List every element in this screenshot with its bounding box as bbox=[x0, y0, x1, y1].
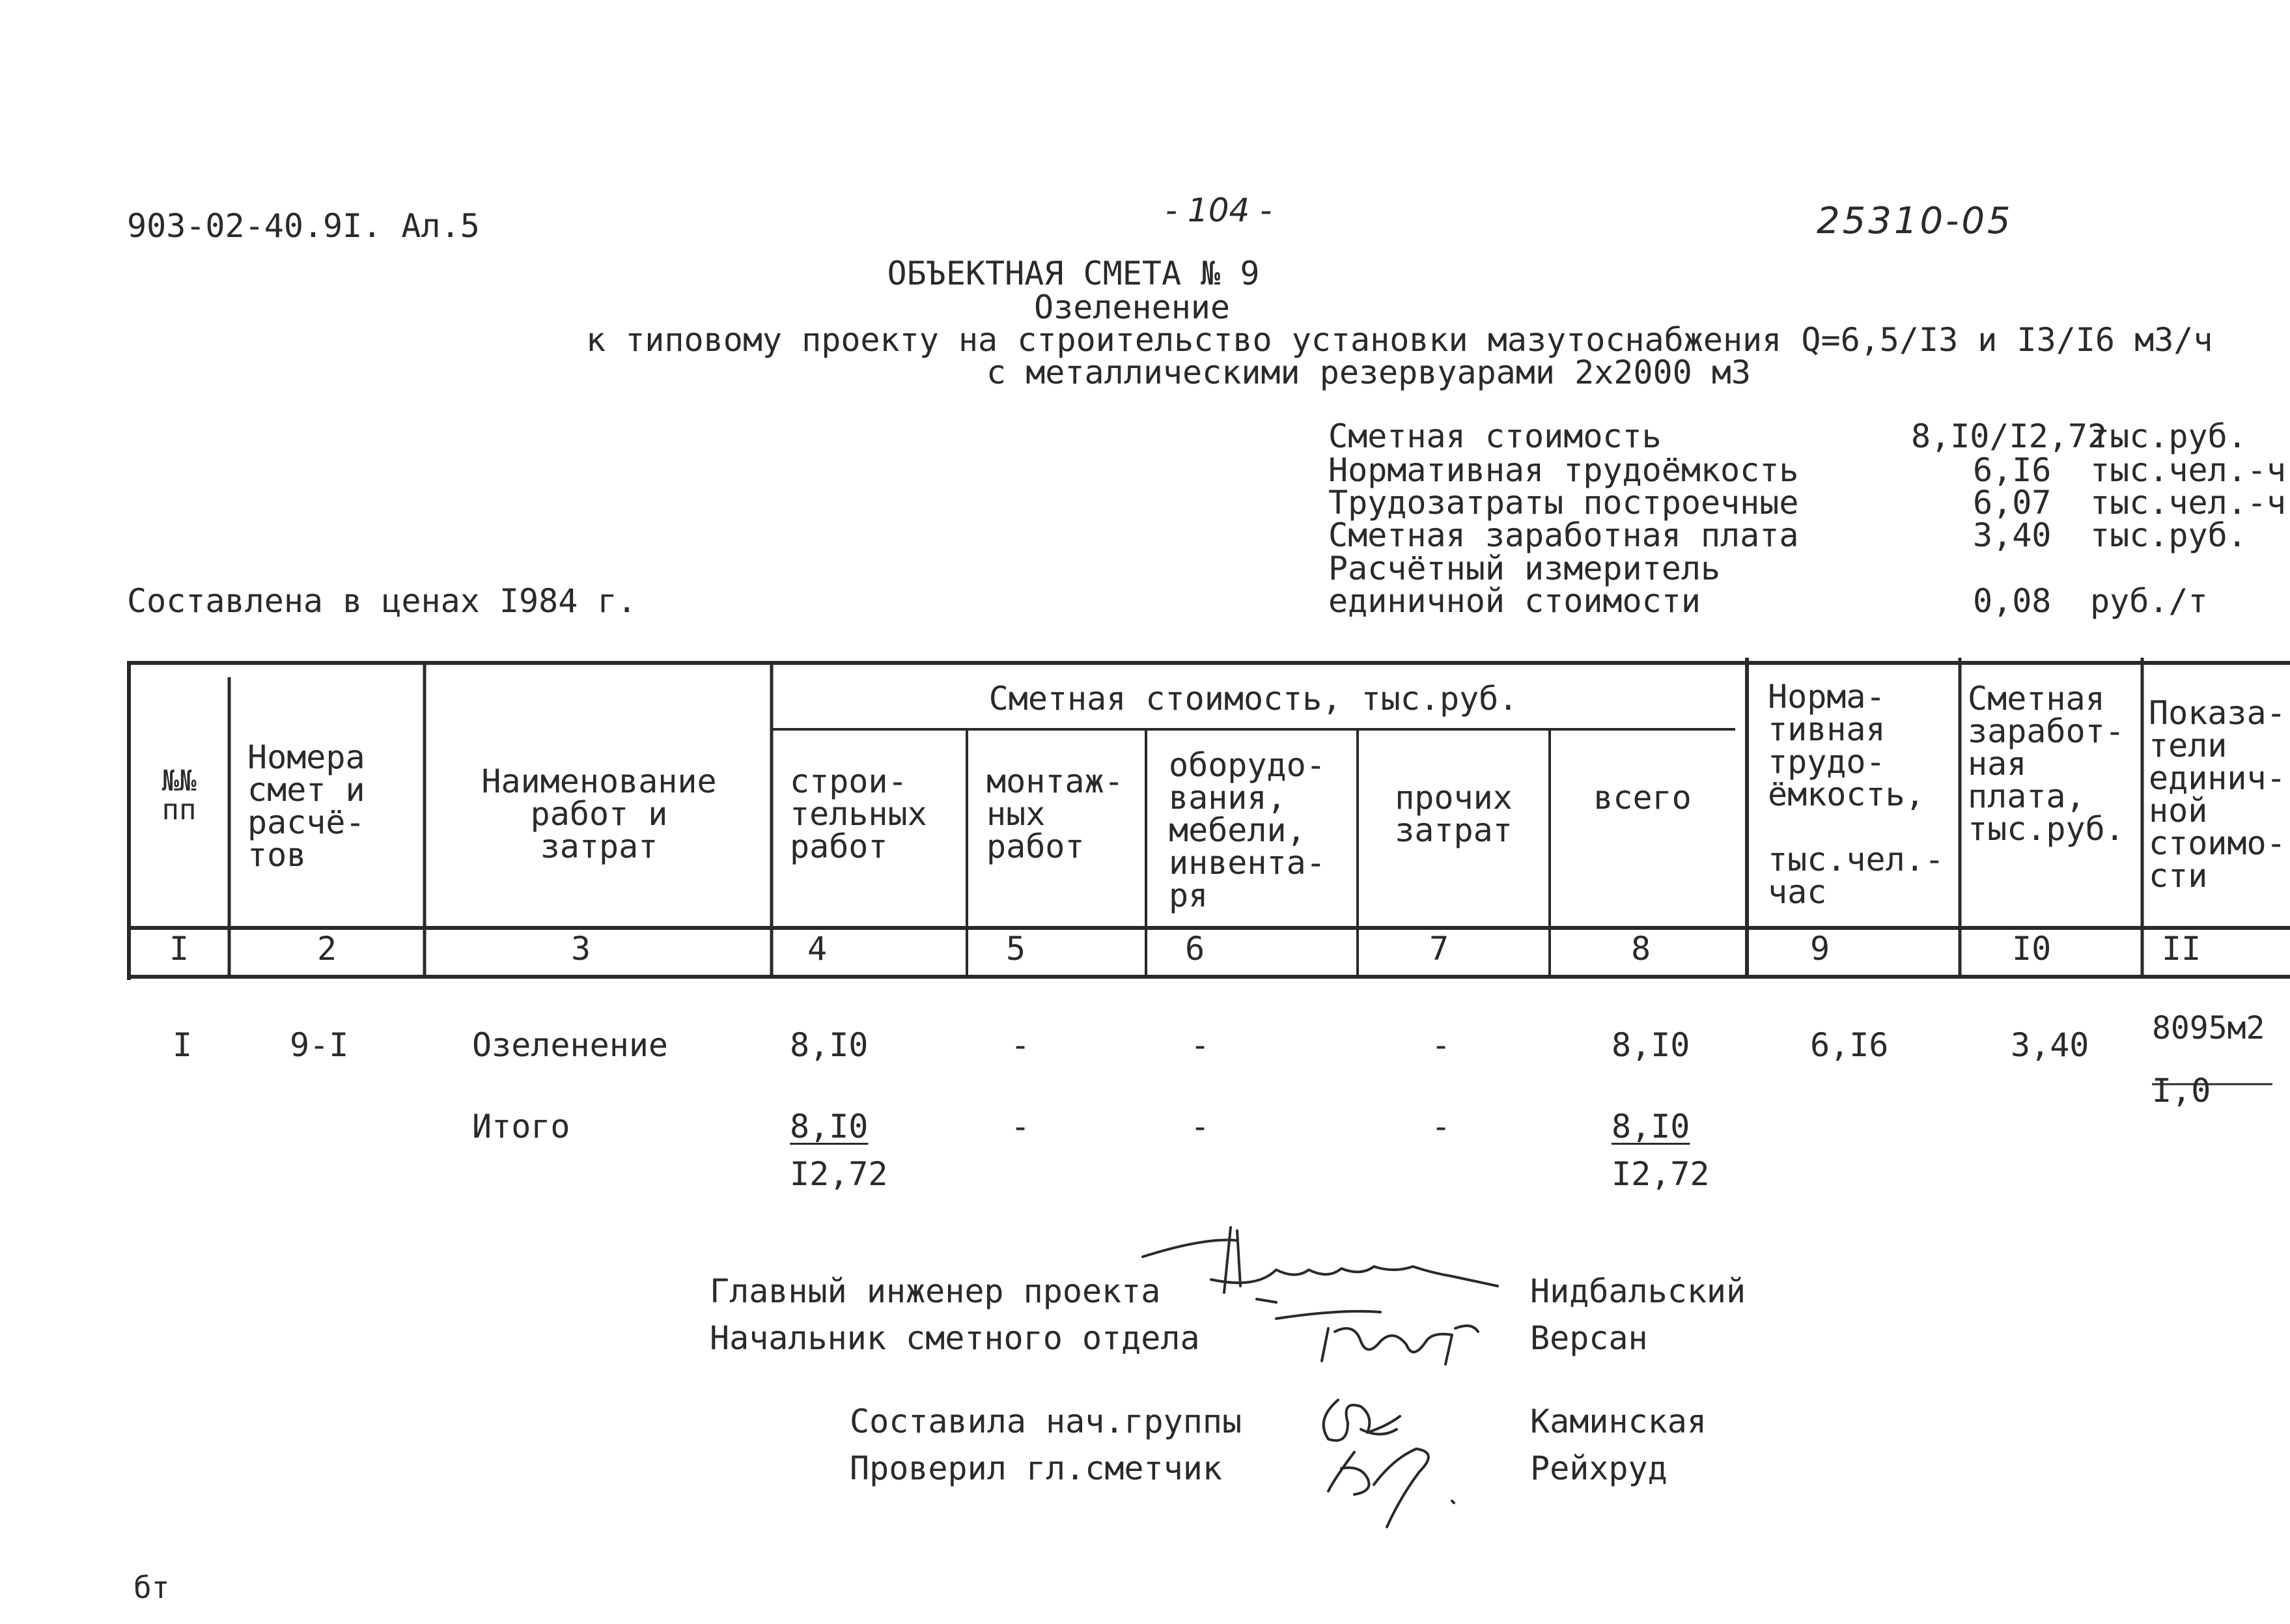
row-name: Озеленение bbox=[472, 1026, 669, 1064]
signature-role: Проверил гл.сметчик bbox=[850, 1449, 1222, 1487]
header-group-cost: Сметная стоимость, тыс.руб. bbox=[988, 680, 1518, 718]
signature-name: Нидбальский bbox=[1530, 1272, 1746, 1310]
col-number: 6 bbox=[1185, 930, 1205, 968]
header-col-1: №№ пп bbox=[161, 764, 197, 826]
summary-label: Нормативная трудоёмкость bbox=[1328, 451, 1799, 489]
prices-note: Составлена в ценах I984 г. bbox=[127, 582, 637, 620]
header-col-9: Норма- тивная трудо- ёмкость, тыс.чел.- час bbox=[1768, 678, 1944, 911]
summary-value: 6,I6 bbox=[1973, 451, 2052, 489]
title-line-3: к типовому проекту на строительство установки мазутоснабжения Q=6,5/I3 и I3/I6 м3/ч bbox=[586, 321, 2213, 359]
total-label: Итого bbox=[472, 1108, 570, 1145]
summary-value: 6,07 bbox=[1973, 484, 2052, 522]
summary-label: Трудозатраты построечные bbox=[1328, 484, 1799, 522]
summary-label: Сметная заработная плата bbox=[1328, 516, 1799, 554]
row-total: 8,I0 bbox=[1612, 1026, 1690, 1064]
signature-name: Рейхруд bbox=[1530, 1449, 1668, 1487]
summary-value: 3,40 bbox=[1973, 516, 2052, 554]
signature-scribble bbox=[1276, 1311, 1478, 1364]
header-col-11: Показа- тели единич- ной стоимо- сти bbox=[2149, 697, 2286, 892]
header-col-7: прочих затрат bbox=[1395, 779, 1513, 849]
summary-value: 0,08 bbox=[1973, 582, 2052, 620]
col-number: 8 bbox=[1631, 930, 1651, 968]
col-number: I bbox=[169, 930, 189, 968]
row-equipment: - bbox=[1190, 1026, 1210, 1064]
signature-scribble bbox=[1143, 1227, 1498, 1302]
row-code: 9-I bbox=[290, 1026, 349, 1064]
summary-unit: тыс.руб. bbox=[2090, 516, 2247, 554]
row-indicator-top: 8095м2 bbox=[2152, 1010, 2265, 1046]
signature-scribble bbox=[1324, 1400, 1400, 1440]
row-wages: 3,40 bbox=[2011, 1026, 2089, 1064]
total-construction-top: 8,I0 bbox=[790, 1108, 869, 1145]
title-line-2: Озеленение bbox=[1033, 288, 1231, 326]
footer-mark: бт bbox=[133, 1570, 170, 1605]
header-col-3: Наименование работ и затрат bbox=[481, 763, 717, 865]
col-number: 7 bbox=[1429, 930, 1449, 968]
summary-unit: руб./т bbox=[2090, 582, 2208, 620]
row-labor: 6,I6 bbox=[1810, 1026, 1889, 1064]
signature-scribble bbox=[1328, 1449, 1454, 1527]
summary-unit: тыс.чел.-ч bbox=[2090, 451, 2287, 489]
row-other: - bbox=[1431, 1026, 1451, 1064]
summary-label: Расчётный измеритель bbox=[1328, 550, 1721, 587]
row-number: I bbox=[173, 1026, 193, 1064]
header-col-4: строи- тельных работ bbox=[790, 763, 927, 865]
col-number: I0 bbox=[2012, 930, 2052, 968]
archive-number: 25310-05 bbox=[1817, 200, 2013, 242]
col-number: 2 bbox=[316, 930, 337, 968]
total-other: - bbox=[1431, 1108, 1451, 1145]
signature-role: Главный инженер проекта bbox=[710, 1272, 1161, 1310]
title-line-1: ОБЪЕКТНАЯ СМЕТА № 9 bbox=[887, 255, 1260, 292]
signature-name: Версан bbox=[1530, 1319, 1648, 1357]
signature-name: Каминская bbox=[1530, 1403, 1707, 1440]
document-code: 903-02-40.9I. Ал.5 bbox=[127, 207, 480, 245]
total-construction-bottom: I2,72 bbox=[790, 1155, 888, 1193]
summary-unit: тыс.руб. bbox=[2090, 417, 2247, 455]
row-installation: - bbox=[1011, 1026, 1031, 1064]
col-number: 9 bbox=[1810, 930, 1830, 968]
summary-label: единичной стоимости bbox=[1328, 582, 1701, 620]
summary-value: 8,I0/I2,72 bbox=[1911, 417, 2108, 455]
total-total-bottom: I2,72 bbox=[1612, 1155, 1710, 1193]
page-number: - 104 - bbox=[1166, 191, 1272, 229]
header-col-6: оборудо- вания, мебели, инвента- ря bbox=[1169, 746, 1326, 914]
signature-role: Составила нач.группы bbox=[850, 1403, 1242, 1440]
title-line-4: с металлическими резервуарами 2х2000 м3 bbox=[986, 354, 1751, 391]
row-construction: 8,I0 bbox=[790, 1026, 869, 1064]
col-number: 3 bbox=[570, 930, 591, 968]
header-col-10: Сметная заработ- ная плата, тыс.руб. bbox=[1968, 680, 2125, 848]
header-col-2: Номера смет и расчё- тов bbox=[247, 738, 365, 874]
signature-role: Начальник сметного отдела bbox=[710, 1319, 1200, 1357]
header-col-5: монтаж- ных работ bbox=[986, 763, 1124, 865]
total-equipment: - bbox=[1190, 1108, 1210, 1145]
total-total-top: 8,I0 bbox=[1612, 1108, 1690, 1145]
summary-label: Сметная стоимость bbox=[1328, 417, 1662, 455]
col-number: II bbox=[2162, 930, 2201, 968]
header-col-8: всего bbox=[1593, 779, 1692, 817]
row-indicator-bottom: I,0 bbox=[2152, 1072, 2211, 1110]
summary-unit: тыс.чел.-ч bbox=[2090, 484, 2287, 522]
col-number: 4 bbox=[807, 930, 828, 968]
col-number: 5 bbox=[1006, 930, 1026, 968]
total-installation: - bbox=[1011, 1108, 1031, 1145]
